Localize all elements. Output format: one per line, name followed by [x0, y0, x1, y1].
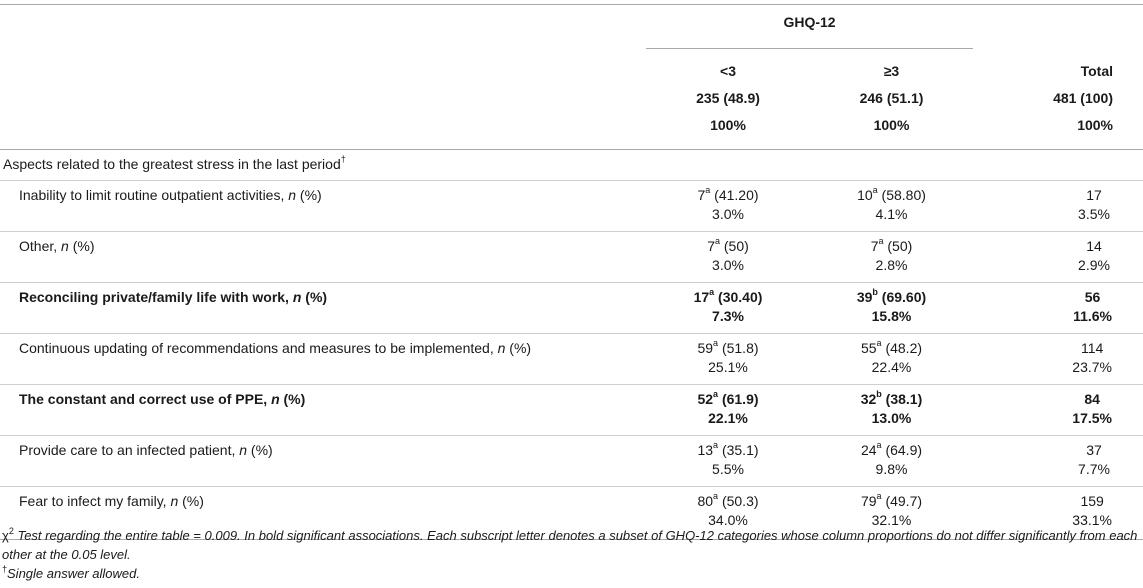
col-n-total: 481 (100)	[1053, 90, 1113, 106]
row-label: Provide care to an infected patient, n (%)	[0, 436, 646, 487]
ghq-group-header: GHQ-12	[646, 5, 973, 49]
row-label: The constant and correct use of PPE, n (%)	[0, 385, 646, 436]
cell-ge3: 79$^a$ (49.7) 32.1%	[810, 487, 973, 540]
results-table	[0, 4, 1143, 540]
cell-total: 159 33.1%	[997, 487, 1143, 540]
col-pct-lt3: 100%	[710, 117, 746, 133]
col-header-ge3: ≥3	[883, 63, 900, 79]
cell-lt3: 59$^a$ (51.8) 25.1%	[646, 334, 810, 385]
cell-ge3: 39$^b$ (69.60) 15.8%	[810, 283, 973, 334]
cell-lt3: 17$^a$ (30.40) 7.3%	[646, 283, 810, 334]
table-row	[0, 181, 1143, 232]
table-row	[0, 283, 1143, 334]
cell-lt3: 13$^a$ (35.1) 5.5%	[646, 436, 810, 487]
column-n-row	[0, 85, 1143, 112]
col-pct-ge3: 100%	[873, 117, 910, 133]
table-row	[0, 436, 1143, 487]
cell-total: 84 17.5%	[997, 385, 1143, 436]
table-row	[0, 334, 1143, 385]
row-label: Other, n (%)	[0, 232, 646, 283]
col-pct-total: 100%	[1077, 117, 1113, 133]
cell-total: 56 11.6%	[997, 283, 1143, 334]
col-header-lt3: <3	[720, 63, 736, 79]
footnote-2: †Single answer allowed.	[2, 563, 140, 581]
row-label: Fear to infect my family, n (%)	[0, 487, 646, 540]
cell-ge3: 24$^a$ (64.9) 9.8%	[810, 436, 973, 487]
cell-lt3: 7$^a$ (41.20) 3.0%	[646, 181, 810, 232]
cell-lt3: 7$^a$ (50) 3.0%	[646, 232, 810, 283]
col-n-ge3: 246 (51.1)	[859, 90, 924, 106]
cell-total: 114 23.7%	[997, 334, 1143, 385]
col-n-lt3: 235 (48.9)	[696, 90, 760, 106]
cell-ge3: 32$^b$ (38.1) 13.0%	[810, 385, 973, 436]
section-label: Aspects related to the greatest stress in the last period	[3, 156, 341, 172]
cell-lt3: 52$^a$ (61.9) 22.1%	[646, 385, 810, 436]
table-row	[0, 385, 1143, 436]
cell-ge3: 55$^a$ (48.2) 22.4%	[810, 334, 973, 385]
row-label: Continuous updating of recommendations and measures to be implemented, n (%)	[0, 334, 646, 385]
row-label: Reconciling private/family life with work, n (%)	[0, 283, 646, 334]
cell-lt3: 80$^a$ (50.3) 34.0%	[646, 487, 810, 540]
cell-total: 37 7.7%	[997, 436, 1143, 487]
cell-total: 17 3.5%	[997, 181, 1143, 232]
section-dagger: †	[340, 154, 346, 165]
cell-ge3: 7$^a$ (50) 2.8%	[810, 232, 973, 283]
col-header-total: Total	[1080, 62, 1113, 79]
row-label: Inability to limit routine outpatient activities, n (%)	[0, 181, 646, 232]
column-header-row	[0, 49, 1143, 86]
table-footnotes	[2, 526, 1141, 583]
footnote-1: $\chi^2$ Test regarding the entire table = 0.009. In bold significant associations. Each subscript letter denotes a subset of GHQ-12 categories whose column proportions do not differ significantly from each other at the 0.05 level.	[2, 525, 1138, 562]
cell-total: 14 2.9%	[997, 232, 1143, 283]
table-row	[0, 232, 1143, 283]
section-row	[0, 150, 1143, 181]
column-pct-row	[0, 112, 1143, 150]
cell-ge3: 10$^a$ (58.80) 4.1%	[810, 181, 973, 232]
